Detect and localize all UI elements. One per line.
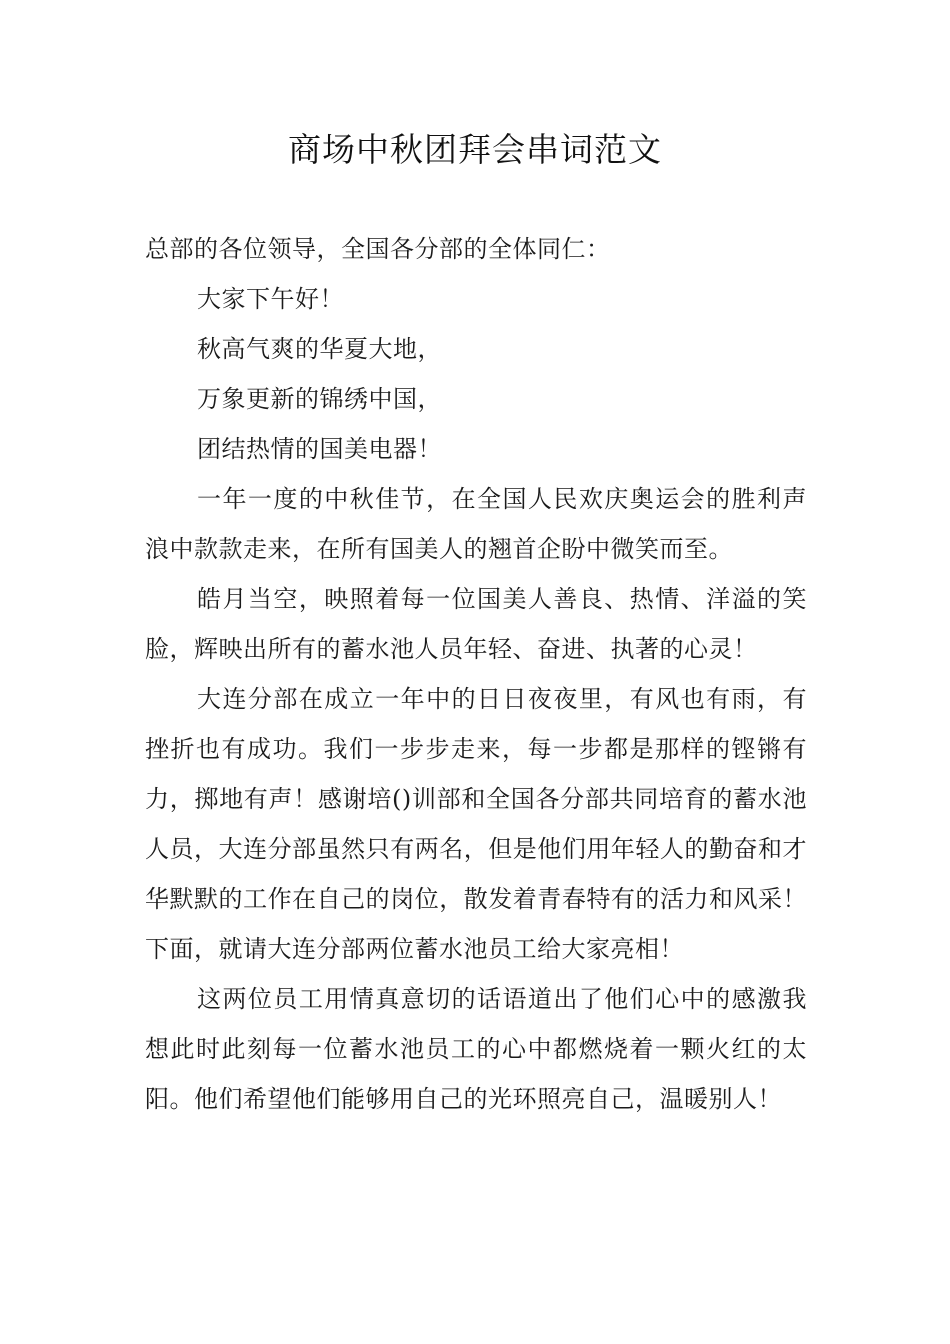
paragraph-employees: 这两位员工用情真意切的话语道出了他们心中的感激我想此时此刻每一位蓄水池员工的心中都燃烧着一颗火红的太阳。他们希望他们能够用自己的光环照亮自己，温暖别人！: [145, 985, 807, 1113]
document-title: 商场中秋团拜会串词范文: [288, 130, 662, 169]
paragraph-festival: 一年一度的中秋佳节，在全国人民欢庆奥运会的胜利声浪中款款走来，在所有国美人的翘首企盼中微笑而至。: [145, 485, 807, 563]
paragraph-greeting: 大家下午好！: [197, 285, 344, 313]
paragraph-dalian-branch: 大连分部在成立一年中的日日夜夜里，有风也有雨，有挫折也有成功。我们一步步走来，每一步都是那样的铿锵有力，掷地有声！感谢培()训部和全国各分部共同培育的蓄水池人员，大连分部虽然只有两名，但是他们用年轻人的勤奋和才华默默的工作在自己的岗位，散发着青春特有的活力和风采！下面，就请大连分部两位蓄水池员工给大家亮相！: [145, 685, 807, 963]
paragraph-line-3: 团结热情的国美电器！: [197, 435, 442, 463]
paragraph-moonlight: 皓月当空，映照着每一位国美人善良、热情、洋溢的笑脸，辉映出所有的蓄水池人员年轻、奋进、执著的心灵！: [145, 585, 807, 663]
document-body: [145, 224, 807, 1124]
salutation: 总部的各位领导，全国各分部的全体同仁：: [145, 235, 611, 263]
paragraph-line-1: 秋高气爽的华夏大地，: [197, 335, 442, 363]
paragraph-line-2: 万象更新的锦绣中国，: [197, 385, 442, 413]
